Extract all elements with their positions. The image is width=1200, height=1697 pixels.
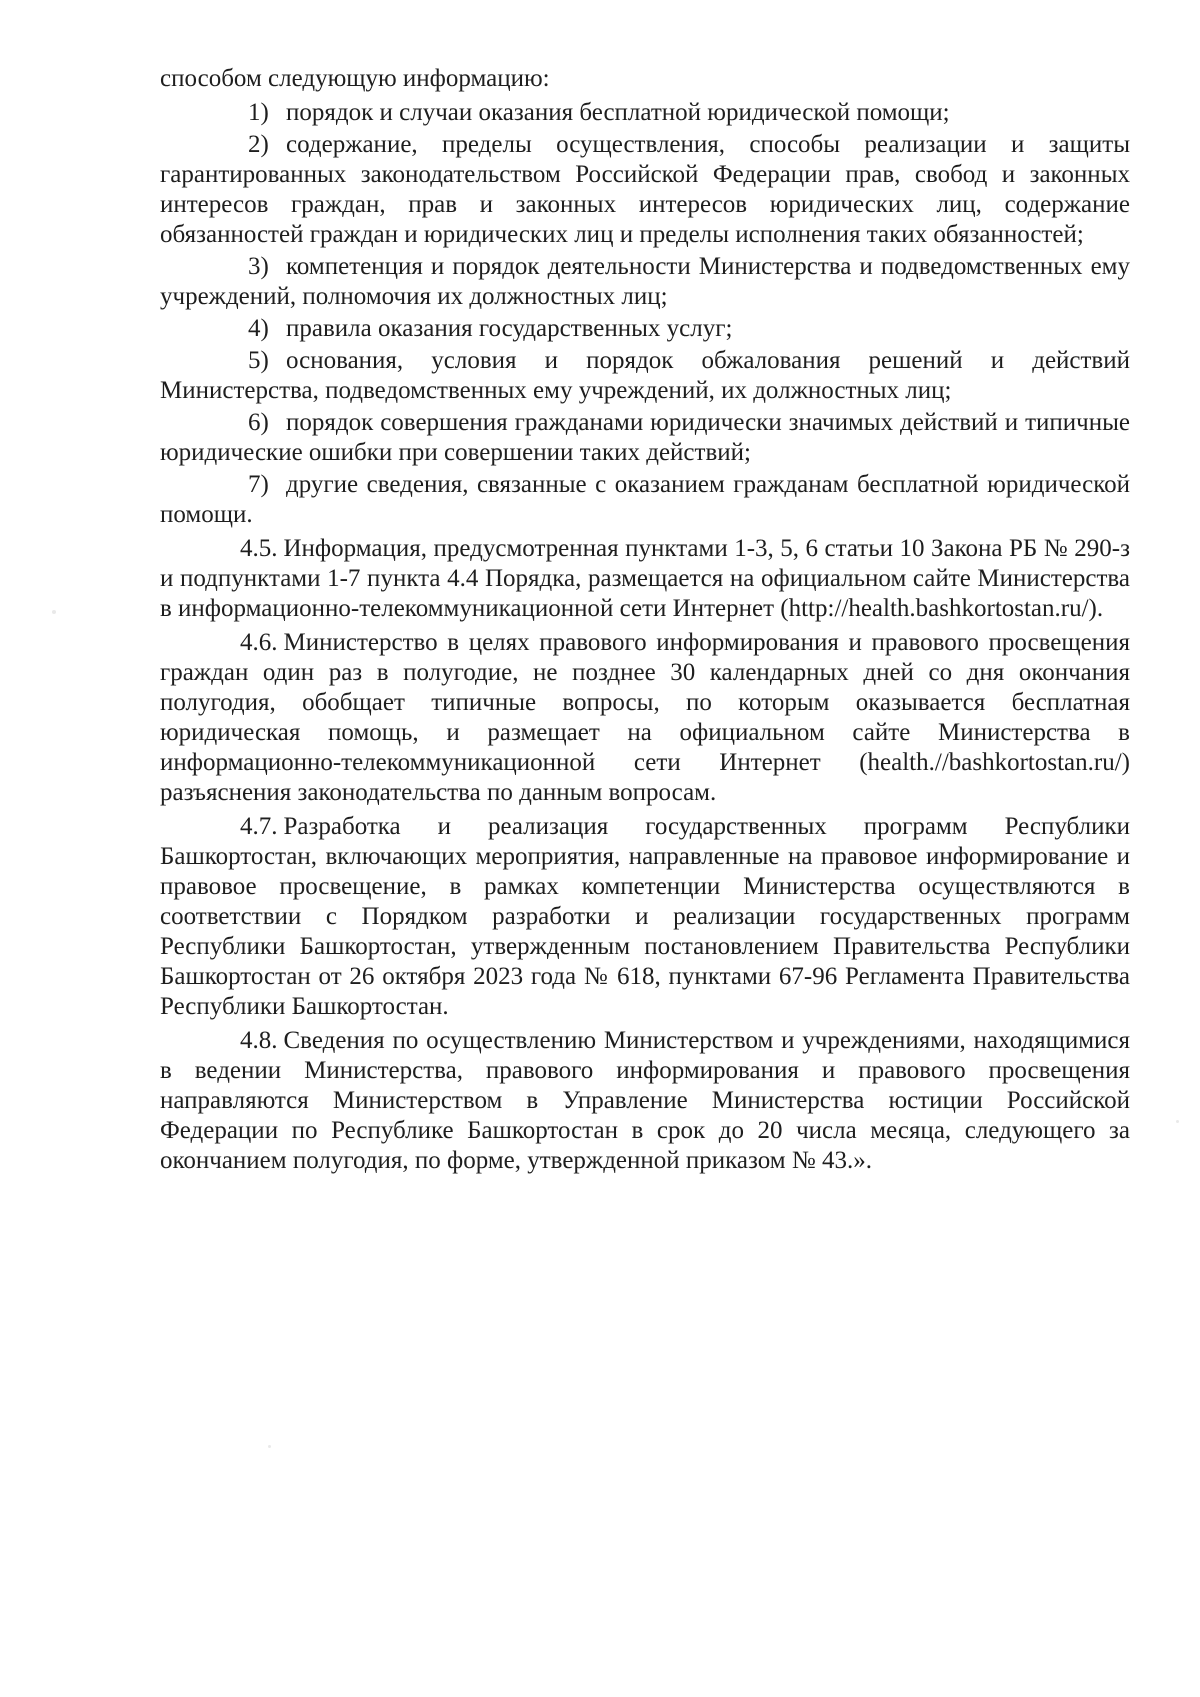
- list-item-text: основания, условия и порядок обжалования решений и действий Министерства, подведомственных ему учреждений, их должностных лиц;: [160, 347, 1130, 404]
- paragraph-text: Сведения по осуществлению Министерством и учреждениями, находящимися в ведении Министерства, правового информирования и правового просвещения направляются Министерством в Управление Министерства юстиции Российской Федерации по Республике Башкортостан в срок до 20 числа месяца, следующего за окончанием полугодия, по форме, утвержденной приказом № 43.».: [160, 1027, 1130, 1174]
- list-item-1: [160, 98, 1130, 128]
- document-body: [160, 64, 1130, 1176]
- paragraph-4-5: [160, 534, 1130, 624]
- list-item-number: 6): [248, 409, 269, 436]
- paragraph-4-6: [160, 628, 1130, 808]
- intro-line: способом следующую информацию:: [160, 65, 550, 92]
- list-item-number: 5): [248, 347, 269, 374]
- list-item-5: [160, 346, 1130, 406]
- scan-artifact: [268, 1445, 271, 1448]
- paragraph-number: 4.5.: [240, 535, 278, 562]
- list-item-number: 7): [248, 471, 269, 498]
- list-item-number: 1): [248, 99, 269, 126]
- list-item-4: [160, 314, 1130, 344]
- paragraph-text: Разработка и реализация государственных программ Республики Башкортостан, включающих мероприятия, направленные на правовое информирование и правовое просвещение, в рамках компетенции Министерства осуществляются в соответствии с Порядком разработки и реализации государственных программ Республики Башкортостан, утвержденным постановлением Правительства Республики Башкортостан от 26 октября 2023 года № 618, пунктами 67-96 Регламента Правительства Республики Башкортостан.: [160, 813, 1130, 1020]
- paragraph-number: 4.6.: [240, 629, 278, 656]
- list-item-number: 4): [248, 315, 269, 342]
- list-item-text: содержание, пределы осуществления, способы реализации и защиты гарантированных законодательством Российской Федерации прав, свобод и законных интересов граждан, прав и законных интересов юридических лиц, содержание обязанностей граждан и юридических лиц и пределы исполнения таких обязанностей;: [160, 131, 1130, 248]
- scan-artifact: [52, 610, 56, 614]
- list-item-number: 2): [248, 131, 269, 158]
- scan-artifact: [1176, 1120, 1179, 1123]
- list-item-text: компетенция и порядок деятельности Министерства и подведомственных ему учреждений, полномочия их должностных лиц;: [160, 253, 1130, 310]
- paragraph-text: Информация, предусмотренная пунктами 1-3, 5, 6 статьи 10 Закона РБ № 290-з и подпунктами 1-7 пункта 4.4 Порядка, размещается на официальном сайте Министерства в информационно-телекоммуникационной сети Интернет (http://health.bashkortostan.ru/).: [160, 535, 1130, 622]
- paragraph-4-7: [160, 812, 1130, 1022]
- list-item-text: другие сведения, связанные с оказанием гражданам бесплатной юридической помощи.: [160, 471, 1130, 528]
- list-item-text: правила оказания государственных услуг;: [286, 315, 733, 342]
- list-item-2: [160, 130, 1130, 250]
- paragraph-number: 4.8.: [240, 1027, 278, 1054]
- list-item-6: [160, 408, 1130, 468]
- paragraph-4-8: [160, 1026, 1130, 1176]
- list-item-7: [160, 470, 1130, 530]
- paragraph-number: 4.7.: [240, 813, 278, 840]
- list-item-number: 3): [248, 253, 269, 280]
- list-item-text: порядок совершения гражданами юридически значимых действий и типичные юридические ошибки при совершении таких действий;: [160, 409, 1130, 466]
- list-item-text: порядок и случаи оказания бесплатной юридической помощи;: [286, 99, 950, 126]
- paragraph-text: Министерство в целях правового информирования и правового просвещения граждан один раз в полугодие, не позднее 30 календарных дней со дня окончания полугодия, обобщает типичные вопросы, по которым оказывается бесплатная юридическая помощь, и размещает на официальном сайте Министерства в информационно-телекоммуникационной сети Интернет (health.//bashkortostan.ru/) разъяснения законодательства по данным вопросам.: [160, 629, 1130, 806]
- list-item-3: [160, 252, 1130, 312]
